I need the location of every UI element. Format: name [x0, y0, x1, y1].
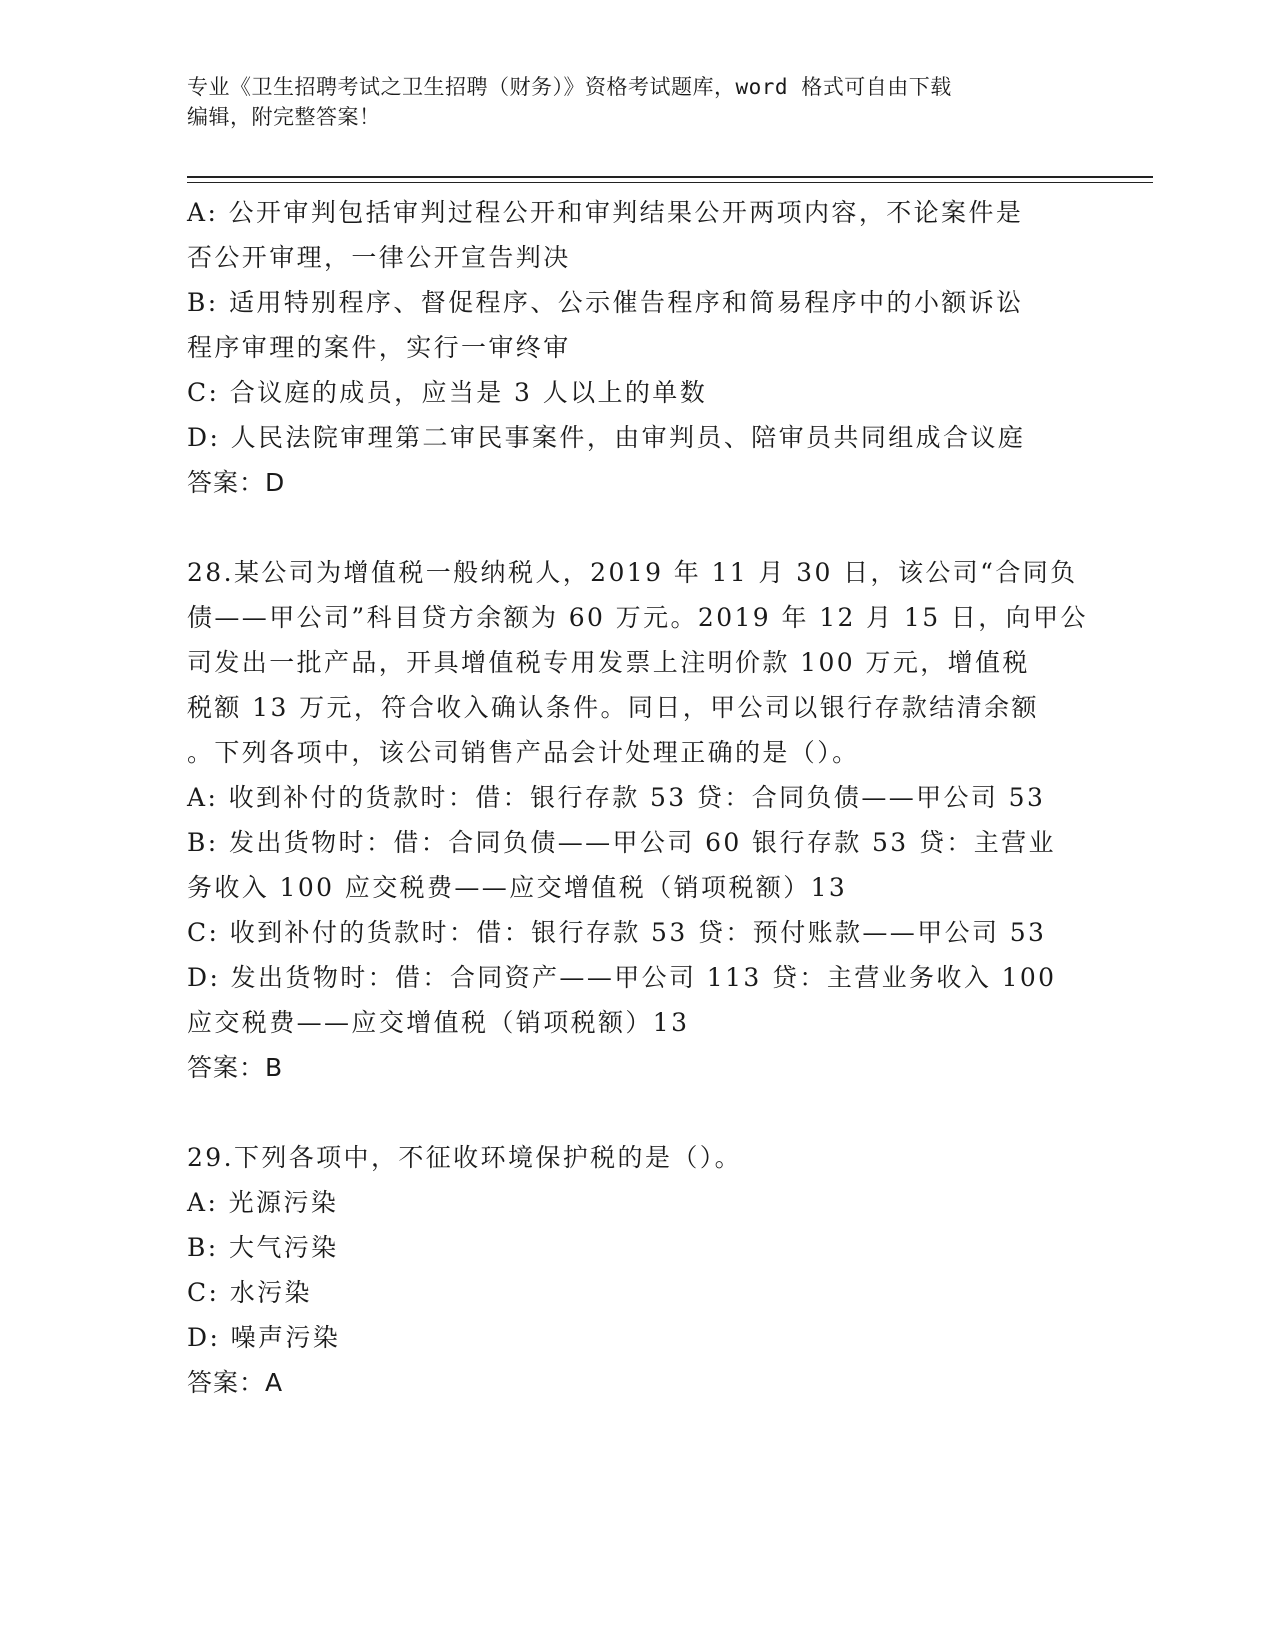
q29-stem: 29.下列各项中，不征收环境保护税的是（）。: [187, 1143, 743, 1172]
q28-option-b-line-2: 务收入 100 应交税费——应交增值税（销项税额）13: [187, 873, 848, 902]
q29-answer: 答案：A: [187, 1368, 284, 1397]
q29-option-b: B: 大气污染: [187, 1233, 339, 1262]
q27-option-b-line-2: 程序审理的案件，实行一审终审: [187, 333, 571, 362]
q27-option-a-line-2: 否公开审理，一律公开宣告判决: [187, 243, 571, 272]
document-body: [187, 190, 1087, 1405]
q28-option-d-line-1: D: 发出货物时：借：合同资产——甲公司 113 贷：主营业务收入 100: [187, 963, 1057, 992]
q28-stem-line-1: 28.某公司为增值税一般纳税人，2019 年 11 月 30 日，该公司“合同负: [187, 558, 1078, 587]
q28-stem-line-4: 税额 13 万元，符合收入确认条件。同日，甲公司以银行存款结清余额: [187, 693, 1039, 722]
document-header: [187, 72, 1087, 132]
q29-option-d: D: 噪声污染: [187, 1323, 341, 1352]
question-spacer: [187, 505, 1087, 550]
q28-option-b-line-1: B: 发出货物时：借：合同负债——甲公司 60 银行存款 53 贷：主营业: [187, 828, 1056, 857]
q28-answer: 答案：B: [187, 1053, 284, 1082]
q29-option-c: C: 水污染: [187, 1278, 312, 1307]
q27-answer: 答案：D: [187, 468, 286, 497]
q27-option-c: C: 合议庭的成员，应当是 3 人以上的单数: [187, 378, 708, 407]
q28-option-a: A: 收到补付的货款时：借：银行存款 53 贷：合同负债——甲公司 53: [187, 783, 1046, 812]
q28-option-d-line-2: 应交税费——应交增值税（销项税额）13: [187, 1008, 690, 1037]
q28-stem-line-2: 债——甲公司”科目贷方余额为 60 万元。2019 年 12 月 15 日，向甲公: [187, 603, 1088, 632]
q27-option-b-line-1: B: 适用特别程序、督促程序、公示催告程序和简易程序中的小额诉讼: [187, 288, 1024, 317]
question-spacer: [187, 1090, 1087, 1135]
question-27-block: [187, 190, 1087, 505]
q27-option-a-line-1: A: 公开审判包括审判过程公开和审判结果公开两项内容，不论案件是: [187, 198, 1024, 227]
q27-option-d: D: 人民法院审理第二审民事案件，由审判员、陪审员共同组成合议庭: [187, 423, 1026, 452]
header-rule-thin: [187, 182, 1153, 183]
q29-option-a: A: 光源污染: [187, 1188, 339, 1217]
question-29-block: [187, 1135, 1087, 1405]
header-rule-thick: [187, 176, 1153, 178]
header-line-2: 编辑，附完整答案！: [187, 105, 381, 129]
q28-stem-line-5: 。下列各项中，该公司销售产品会计处理正确的是（）。: [187, 738, 860, 767]
header-line-1: 专业《卫生招聘考试之卫生招聘（财务）》资格考试题库，word 格式可自由下载: [187, 75, 952, 99]
question-28-block: [187, 550, 1087, 1090]
q28-option-c: C: 收到补付的货款时：借：银行存款 53 贷：预付账款——甲公司 53: [187, 918, 1047, 947]
q28-stem-line-3: 司发出一批产品，开具增值税专用发票上注明价款 100 万元，增值税: [187, 648, 1030, 677]
